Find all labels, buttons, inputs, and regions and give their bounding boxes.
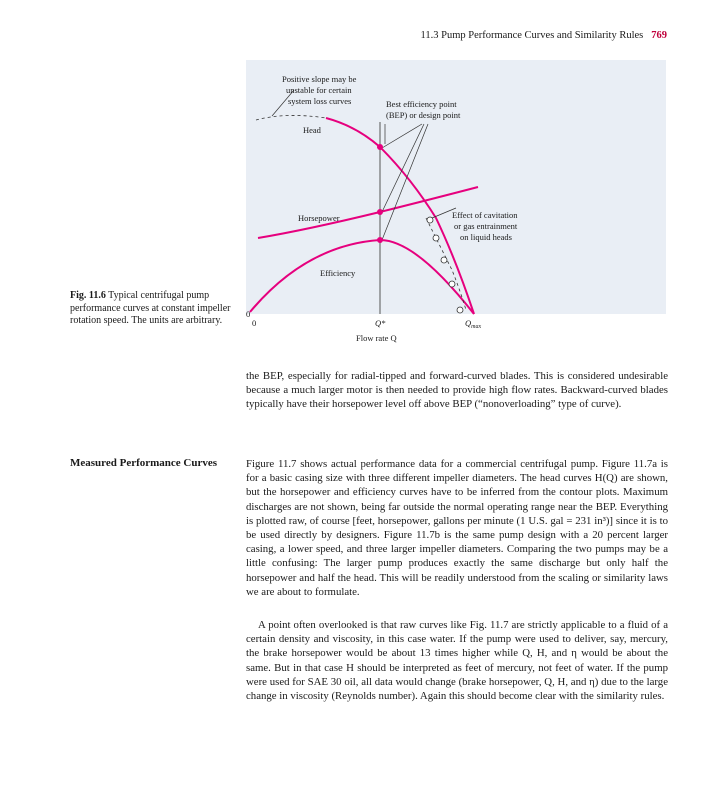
positive-slope-note-line2: unstable for certain xyxy=(286,85,352,95)
paragraph-bep-continuation: the BEP, especially for radial-tipped and forward-curved blades. This is considered undesirable because a much larger motor is then needed to provide high flow rates. Backward-curved blades typically have their horsepower level off above BEP (“nonoverloading” type of curve). xyxy=(246,370,668,411)
section-heading: Measured Performance Curves xyxy=(70,457,218,469)
bep-head-point xyxy=(377,144,383,150)
bep-note-line2: (BEP) or design point xyxy=(386,110,461,120)
running-head xyxy=(421,30,667,41)
bep-efficiency-point xyxy=(377,237,383,243)
bep-note-line1: Best efficiency point xyxy=(386,99,457,109)
performance-curves-diagram xyxy=(246,60,666,350)
pump-performance-figure xyxy=(246,60,666,350)
q-max-symbol: Q xyxy=(465,318,472,328)
horsepower-curve-label: Horsepower xyxy=(298,213,340,223)
cavitation-point xyxy=(433,235,439,241)
x-axis-zero-label: 0 xyxy=(252,318,257,328)
head-curve-label: Head xyxy=(303,125,321,135)
section-title: 11.3 Pump Performance Curves and Similarity Rules xyxy=(420,30,644,41)
page-number: 769 xyxy=(651,30,667,41)
bep-horsepower-point xyxy=(377,209,383,215)
cavitation-point xyxy=(457,307,463,313)
q-max-subscript: max xyxy=(471,324,482,330)
positive-slope-note-line3: system loss curves xyxy=(288,96,352,106)
figure-caption-label: Fig. 11.6 xyxy=(70,290,106,301)
cavitation-point xyxy=(449,281,455,287)
cavitation-note-line1: Effect of cavitation xyxy=(452,210,518,220)
figure-caption-text: Typical centrifugal pump performance curves at constant impeller rotation speed. The units are arbitrary. xyxy=(70,290,231,326)
cavitation-point xyxy=(441,257,447,263)
y-axis-zero-label: 0 xyxy=(246,309,251,319)
q-max-label xyxy=(465,318,481,330)
efficiency-curve-label: Efficiency xyxy=(320,268,356,278)
cavitation-note-line3: on liquid heads xyxy=(460,232,512,242)
paragraph-fluid-dependence: A point often overlooked is that raw curves like Fig. 11.7 are strictly applicable to a fluid of a certain density and viscosity, in this case water. If the pump were used to deliver, say, mercury, the brake horsepower would be about 13 times higher while Q, H, and η would be about the same. But in that case H should be interpreted as feet of mercury, not feet of water. If the pump were used for SAE 30 oil, all data would change (brake horsepower, Q, H, and η) due to the large change in viscosity (Reynolds number). Again this should become clear with the similarity rules. xyxy=(246,619,668,703)
paragraph-figure-11-7: Figure 11.7 shows actual performance data for a commercial centrifugal pump. Figure 11.7a is for a basic casing size with three different impeller diameters. The head curves H(Q) are shown, but the horsepower and efficiency curves have to be inferred from the contour plots. Maximum discharges are not shown, being far outside the normal operating range near the BEP. Everything is plotted raw, of course [feet, horsepower, gallons per minute (1 U.S. gal = 231 in³)] since it is to be used directly by designers. Figure 11.7b is the same pump design with a 20 percent larger casing, a lower speed, and three larger impeller diameters. Comparing the two pumps may be a little confusing: The larger pump produces exactly the same discharge but only half the horsepower and half the head. This will be readily understood from the scaling or similarity laws we are about to formulate. xyxy=(246,458,668,598)
positive-slope-note-line1: Positive slope may be xyxy=(282,74,357,84)
cavitation-note-line2: or gas entrainment xyxy=(454,221,518,231)
x-axis-title: Flow rate Q xyxy=(356,333,397,343)
figure-caption xyxy=(70,290,240,328)
q-star-label: Q* xyxy=(375,318,386,328)
